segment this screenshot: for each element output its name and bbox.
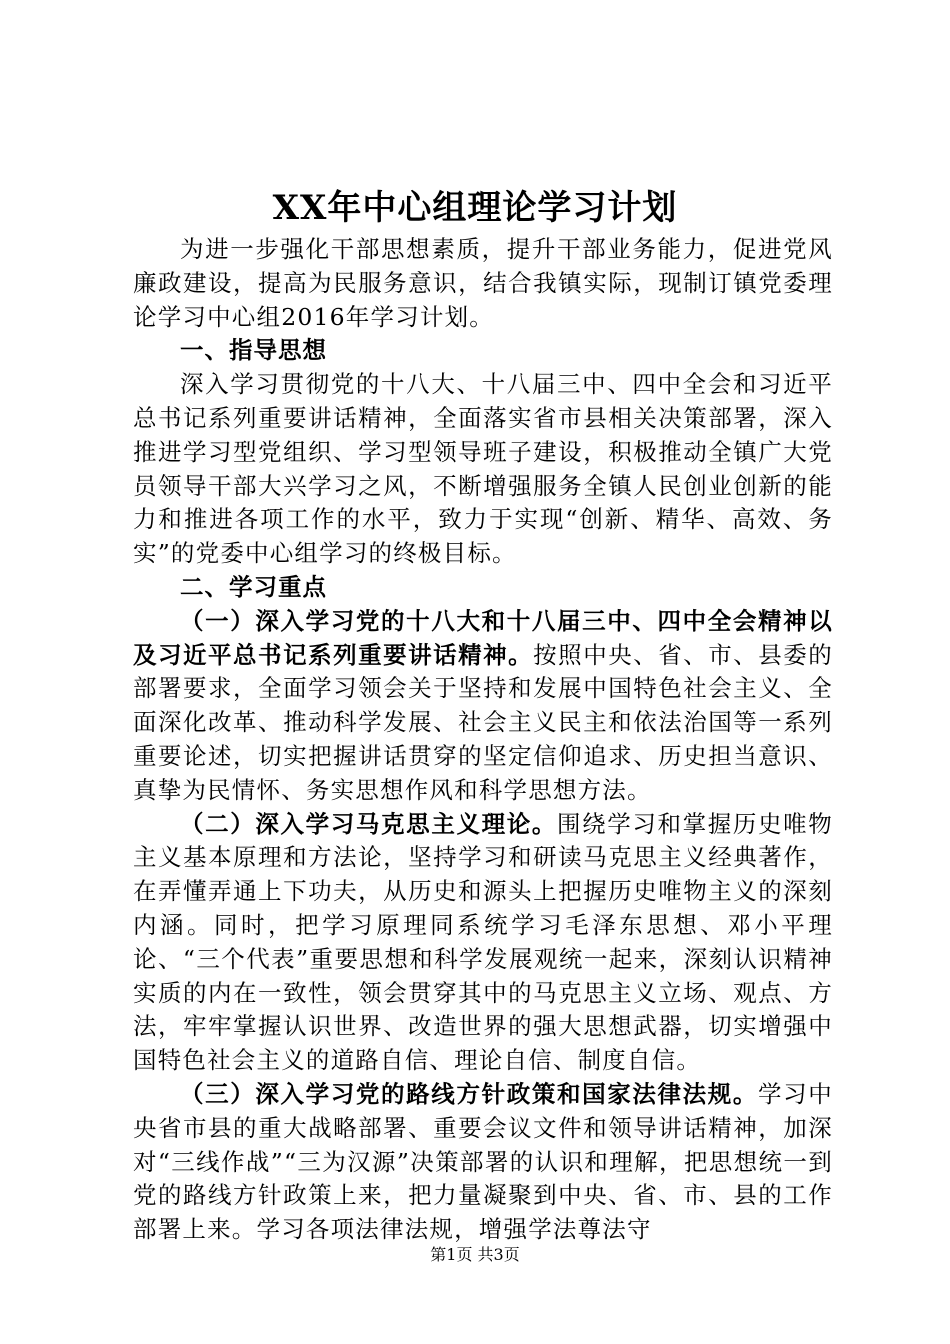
document-body [133, 233, 833, 1247]
study-focus-item-1-text: 按照中央、省、市、县委的部署要求，全面学习领会关于坚持和发展中国特色社会主义、全面深化改革、推动科学发展、社会主义民主和依法治国等一系列重要论述，切实把握讲话贯穿的坚定信仰追求、历史担当意识、真挚为民情怀、务实思想作风和科学思想方法。 [133, 640, 833, 804]
study-focus-item-3-lead: （三）深入学习党的路线方针政策和国家法律法规。 [180, 1079, 759, 1108]
study-focus-item-2-text: 围绕学习和掌握历史唯物主义基本原理和方法论，坚持学习和研读马克思主义经典著作，在弄懂弄通上下功夫，从历史和源头上把握历史唯物主义的深刻内涵。同时，把学习原理同系统学习毛泽东思想、邓小平理论、“三个代表”重要思想和科学发展观统一起来，深刻认识精神实质的内在一致性，领会贯穿其中的马克思主义立场、观点、方法，牢牢掌握认识世界、改造世界的强大思想武器，切实增强中国特色社会主义的道路自信、理论自信、制度自信。 [133, 809, 834, 1075]
study-focus-item-3-text: 学习中央省市县的重大战略部署、重要会议文件和领导讲话精神，加深对“三线作战”“三为汉源”决策部署的认识和理解，把思想统一到党的路线方针政策上来，把力量凝聚到中央、省、市、县的工作部署上来。学习各项法律法规，增强学法尊法守 [133, 1079, 833, 1244]
guiding-ideology-paragraph: 深入学习贯彻党的十八大、十八届三中、四中全会和习近平总书记系列重要讲话精神，全面落实省市县相关决策部署，深入推进学习型党组织、学习型领导班子建设，积极推动全镇广大党员领导干部大兴学习之风，不断增强服务全镇人民创业创新的能力和推进各项工作的水平，致力于实现“创新、精华、高效、务实”的党委中心组学习的终极目标。 [133, 370, 833, 568]
study-focus-item-2-lead: （二）深入学习马克思主义理论。 [180, 809, 557, 838]
section-heading-guiding-ideology: 一、指导思想 [180, 336, 327, 365]
section-heading-study-focus: 二、学习重点 [180, 572, 327, 601]
study-focus-item-2 [133, 808, 833, 1078]
page-footer: 第1页 共3页 [430, 1245, 520, 1264]
study-focus-item-1-lead: （一）深入学习党的十八大和十八届三中、四中全会精神以及习近平总书记系列重要讲话精神。 [133, 606, 833, 669]
study-focus-item-3 [133, 1078, 833, 1247]
document-title: XX年中心组理论学习计划 [272, 188, 678, 228]
intro-paragraph: 为进一步强化干部思想素质，提升干部业务能力，促进党风廉政建设，提高为民服务意识，结合我镇实际，现制订镇党委理论学习中心组2016年学习计划。 [133, 235, 833, 331]
study-focus-item-1 [133, 605, 833, 808]
